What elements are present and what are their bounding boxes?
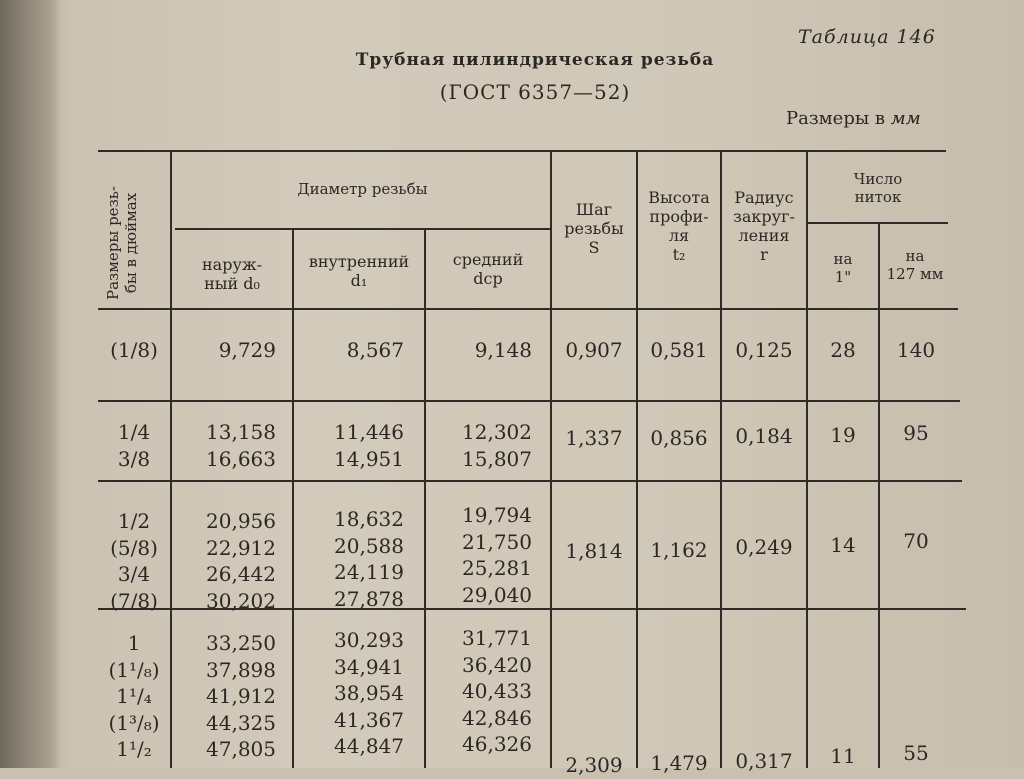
header-height-line4: t₂ [672, 245, 686, 264]
rule-diameter-sub [175, 228, 550, 230]
g2-inner: 11,446 14,951 [334, 420, 404, 471]
g4-per-127: 55 [903, 741, 929, 765]
header-size-line2: бы в дюймах [122, 192, 140, 294]
g4-mid: 31,771 36,420 40,433 42,846 46,326 [462, 626, 532, 756]
g3-pitch: 1,814 [565, 539, 623, 563]
rule-group-1 [98, 400, 960, 402]
header-pitch-line2: резьбы [564, 219, 624, 238]
table-subtitle: (ГОСТ 6357—52) [439, 80, 631, 104]
g4-radius: 0,317 [735, 749, 793, 773]
header-per-inch-line2: 1" [834, 268, 852, 286]
header-inner [294, 252, 424, 290]
header-height-line2: профи- [649, 207, 709, 226]
table-number: Таблица 146 [798, 26, 936, 48]
header-mid-line2: dср [473, 269, 503, 288]
header-radius-line2: закруг- [733, 207, 795, 226]
header-diameter: Диаметр резьбы [297, 180, 428, 198]
header-per-127 [880, 247, 950, 283]
g1-sizes: (1/8) [110, 338, 158, 362]
g3-outer: 20,956 22,912 26,442 30,202 [206, 509, 276, 613]
col-line-7 [806, 152, 808, 768]
g3-height: 1,162 [650, 538, 708, 562]
table-title: Трубная цилиндрическая резьба [355, 50, 715, 70]
g2-radius: 0,184 [735, 424, 793, 448]
col-line-8 [878, 224, 880, 768]
g3-per-127: 70 [903, 529, 929, 553]
header-pitch-line3: S [588, 238, 600, 257]
header-per-inch-line1: на [833, 250, 853, 268]
header-height-line3: ля [668, 226, 690, 245]
g3-sizes: 1/2 (5/8) 3/4 (7/8) [110, 509, 158, 613]
units-italic: мм [890, 108, 921, 129]
g4-sizes: 1 (1¹/₈) 1¹/₄ (1³/₈) 1¹/₂ [108, 631, 160, 761]
g1-mid: 9,148 [474, 338, 532, 362]
g2-height: 0,856 [650, 426, 708, 450]
header-threads-line2: ниток [854, 188, 902, 206]
header-height-line1: Высота [648, 188, 710, 207]
g2-per-inch: 19 [830, 423, 856, 447]
g2-mid: 12,302 15,807 [462, 420, 532, 471]
header-inner-line1: внутренний [308, 252, 410, 271]
g3-inner: 18,632 20,588 24,119 27,878 [334, 507, 404, 611]
header-size-line1: Размеры резь- [104, 186, 122, 300]
g1-inner: 8,567 [346, 338, 404, 362]
header-radius-line1: Радиус [734, 188, 794, 207]
g3-radius: 0,249 [735, 535, 793, 559]
header-pitch [552, 200, 636, 257]
rule-header-bottom [98, 308, 958, 310]
g1-per-inch: 28 [830, 338, 856, 362]
rule-top [98, 150, 946, 152]
g3-mid: 19,794 21,750 25,281 29,040 [462, 503, 532, 607]
header-pitch-line1: Шаг [575, 200, 613, 219]
header-radius-line4: r [760, 245, 768, 264]
g4-outer: 33,250 37,898 41,912 44,325 47,805 [206, 631, 276, 761]
header-radius-line3: ления [738, 226, 790, 245]
g4-height: 1,479 [650, 751, 708, 775]
header-inner-line2: d₁ [350, 271, 368, 290]
g2-outer: 13,158 16,663 [206, 420, 276, 471]
header-outer [172, 255, 292, 293]
header-threads-line1: Число [853, 170, 903, 188]
g1-outer: 9,729 [218, 338, 276, 362]
g4-pitch: 2,309 [565, 753, 623, 777]
units-prefix: Размеры в [786, 108, 886, 129]
g3-per-inch: 14 [830, 533, 856, 557]
g2-per-127: 95 [903, 421, 929, 445]
header-outer-line2: ный d₀ [204, 274, 260, 293]
g4-inner: 30,293 34,941 38,954 41,367 44,847 [334, 628, 404, 758]
g2-sizes: 1/4 3/8 [117, 420, 151, 471]
header-size [104, 173, 140, 313]
g4-per-inch: 11 [830, 744, 856, 768]
header-threads [808, 170, 948, 206]
g2-pitch: 1,337 [565, 426, 623, 450]
g1-pitch: 0,907 [565, 338, 623, 362]
header-per-inch [808, 250, 878, 286]
header-mid [426, 250, 550, 288]
g1-height: 0,581 [650, 338, 708, 362]
header-per-127-line2: 127 мм [886, 265, 944, 283]
header-per-127-line1: на [905, 247, 925, 265]
g1-radius: 0,125 [735, 338, 793, 362]
header-height [638, 188, 720, 264]
g1-per-127: 140 [896, 338, 936, 362]
rule-group-2 [98, 480, 962, 482]
header-radius [722, 188, 806, 264]
header-mid-line1: средний [452, 250, 524, 269]
header-outer-line1: наруж- [202, 255, 262, 274]
